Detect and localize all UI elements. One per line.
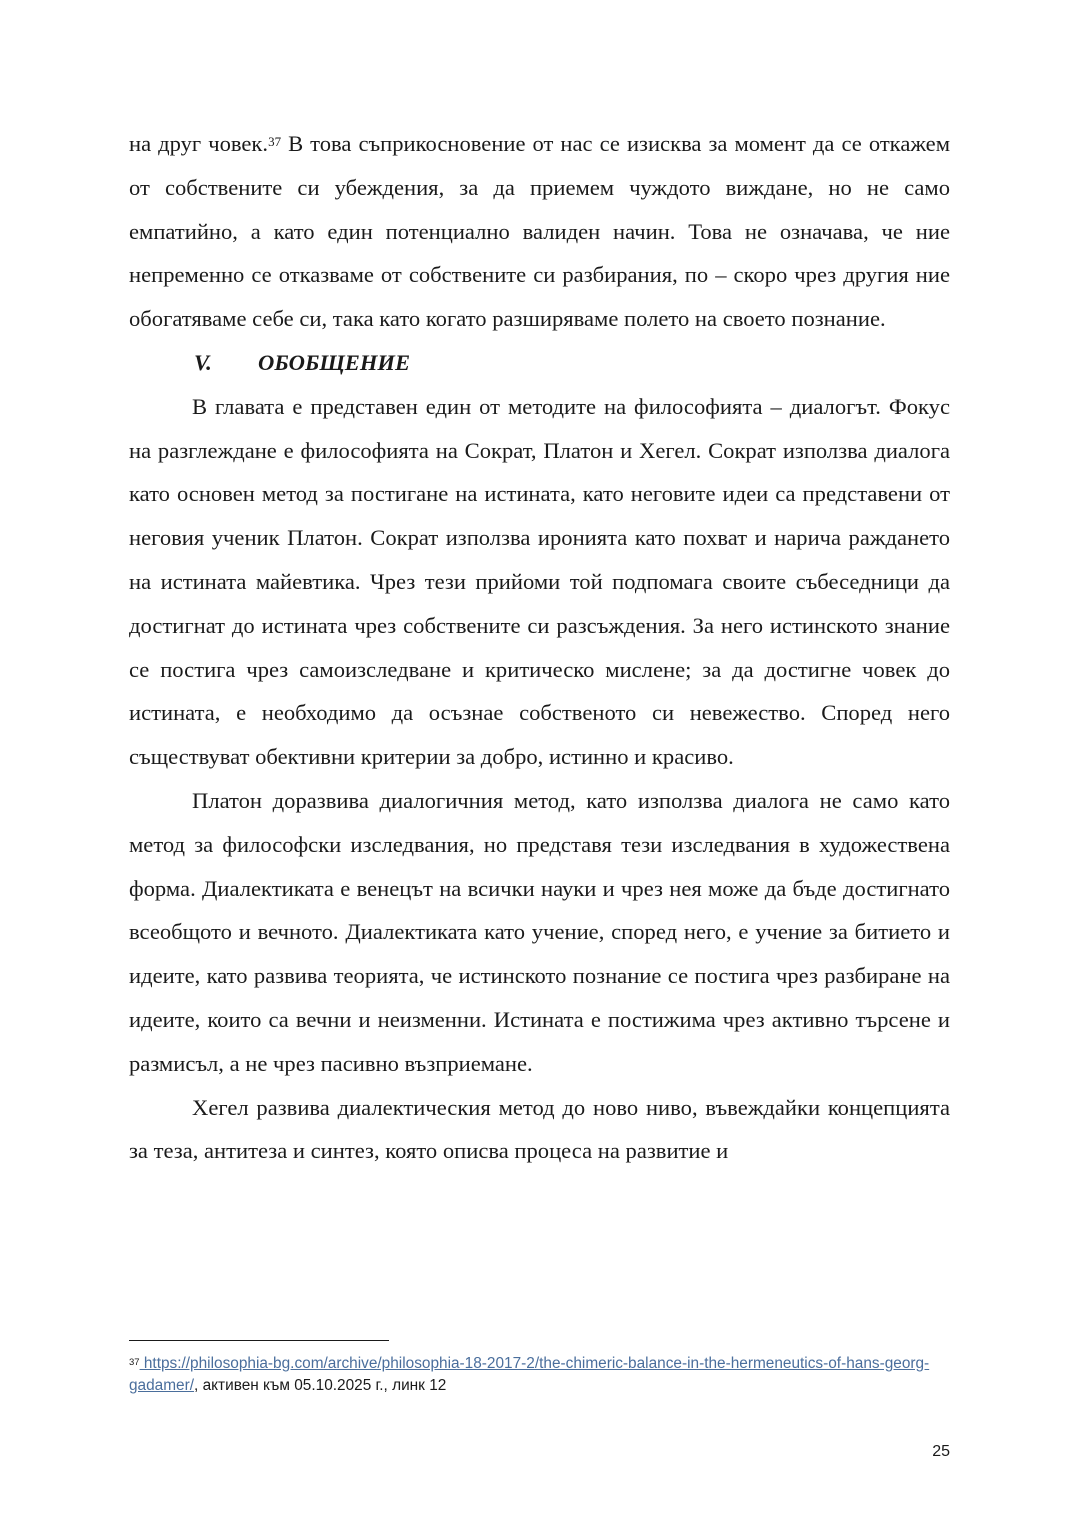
footnote-reference[interactable]: 37 bbox=[268, 134, 282, 149]
paragraph: Платон доразвива диалогичния метод, като използва диалога не само като метод за философски изследвания, но представя тези изследвания в художествена форма. Диалектиката е венецът на всички науки и чрез нея може да бъде достигнато всеобщото и вечното. Диалектиката като учение, според него, е учение за битието и идеите, като развива теорията, че истинското познание се постига чрез разбиране на идеите, които са вечни и неизменни. Истината е постижима чрез активно търсене и размисъл, а не чрез пасивно възприемане. bbox=[129, 787, 950, 1076]
footnote-separator bbox=[129, 1340, 389, 1341]
section-number: V. bbox=[194, 349, 212, 375]
paragraph-text: В това съприкосновение от нас се изисква за момент да се откажем от собствените си убеждения, за да приемем чуждото виждане, но не само емпатийно, а като един потенциално валиден начин. Това не означава, че ние непременно се отказваме от собствените си разбирания, по – скоро чрез другия ние обогатяваме себе си, така като когато разширяваме полето на своето познание. bbox=[129, 131, 950, 332]
footnote-number: 37 bbox=[129, 1357, 140, 1368]
page-number: 25 bbox=[932, 1443, 950, 1460]
section-title: ОБОБЩЕНИЕ bbox=[258, 349, 411, 375]
footnote-link[interactable]: https://philosophia-bg.com/archive/philosophia-18-2017-2/the-chimeric-balance-in-the-hermeneutics-of-hans-georg-gadamer/ bbox=[129, 1355, 930, 1394]
paragraph-text: на друг човек. bbox=[129, 131, 269, 156]
footnote bbox=[129, 1353, 959, 1397]
paragraph: Хегел развива диалектическия метод до ново ниво, въвеждайки концепцията за теза, антитеза и синтез, която описва процеса на развитие и bbox=[129, 1094, 950, 1164]
footnote-suffix: , активен към 05.10.2025 г., линк 12 bbox=[194, 1377, 447, 1394]
body-text bbox=[129, 122, 950, 1173]
paragraph-continuation bbox=[129, 122, 950, 341]
paragraph: В главата е представен един от методите на философията – диалогът. Фокус на разглеждане е философията на Сократ, Платон и Хегел. Сократ използва диалога като основен метод за постигане на истината, като неговите идеи са представени от неговия ученик Платон. Сократ използва иронията като похват и нарича раждането на истината майевтика. Чрез тези прийоми той подпомага своите събеседници да достигнат до истината чрез собствените си разсъждения. За него истинското знание се постига чрез самоизследване и критическо мислене; за да достигне човек до истината, е необходимо да осъзнае собственото си невежество. Според него съществуват обективни критерии за добро, истинно и красиво. bbox=[129, 393, 950, 770]
section-heading bbox=[129, 341, 950, 385]
